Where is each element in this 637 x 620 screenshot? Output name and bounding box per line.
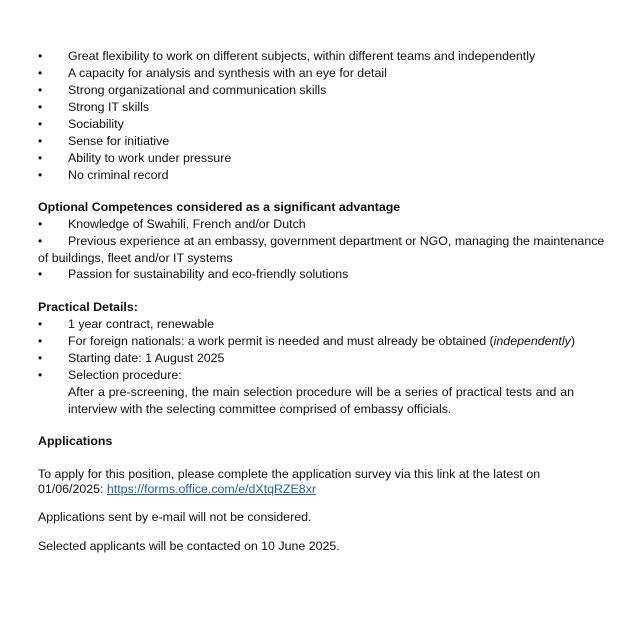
list-item-text: A capacity for analysis and synthesis with an eye for detail <box>68 66 387 80</box>
bullet-icon: • <box>38 267 43 281</box>
bullet-icon: • <box>38 134 43 148</box>
permit-italic: independently <box>493 334 571 348</box>
list-item-text: Ability to work under pressure <box>68 151 232 165</box>
apply-deadline-line <box>38 481 316 498</box>
bullet-icon: • <box>38 234 43 248</box>
applications-heading: Applications <box>38 434 113 448</box>
list-item-text: Passion for sustainability and eco-friendly solutions <box>68 267 349 281</box>
bullet-icon: • <box>38 334 43 348</box>
list-item-text: Knowledge of Swahili, French and/or Dutch <box>68 217 306 231</box>
bullet-icon: • <box>38 66 43 80</box>
bullet-icon: • <box>38 368 43 382</box>
bullet-icon: • <box>38 83 43 97</box>
bullet-icon: • <box>38 100 43 114</box>
apply-date: 01/06/2025: <box>38 482 107 496</box>
list-item-text: Sense for initiative <box>68 134 170 148</box>
list-item-text: 1 year contract, renewable <box>68 317 215 331</box>
list-item-text: No criminal record <box>68 168 169 182</box>
contact-note: Selected applicants will be contacted on 10 June 2025. <box>38 539 340 553</box>
list-item-text: Selection procedure: <box>68 368 182 382</box>
bullet-icon: • <box>38 117 43 131</box>
permit-text: For foreign nationals: a work permit is needed and must already be obtained ( <box>68 334 494 348</box>
practical-details-heading: Practical Details: <box>38 300 138 314</box>
bullet-icon: • <box>38 217 43 231</box>
optional-competences-heading: Optional Competences considered as a significant advantage <box>38 200 401 214</box>
list-item-text <box>68 333 575 350</box>
bullet-icon: • <box>38 49 43 63</box>
bullet-icon: • <box>38 151 43 165</box>
list-item-text: Sociability <box>68 117 124 131</box>
bullet-icon: • <box>38 168 43 182</box>
list-item-text: Great flexibility to work on different subjects, within different teams and independently <box>68 49 536 63</box>
email-note: Applications sent by e-mail will not be considered. <box>38 510 312 524</box>
selection-procedure-detail: After a pre-screening, the main selection procedure will be a series of practical tests and an interview with the selecting committee comprised of embassy officials. <box>68 385 574 416</box>
list-item-text: Previous experience at an embassy, government department or NGO, managing the maintenance <box>68 234 605 248</box>
application-survey-link[interactable]: https://forms.office.com/e/dXtqRZE8xr <box>106 482 317 496</box>
bullet-icon: • <box>38 317 43 331</box>
list-item-continuation: of buildings, fleet and/or IT systems <box>38 251 233 265</box>
list-item-text: Strong organizational and communication skills <box>68 83 327 97</box>
list-item-text: Strong IT skills <box>68 100 150 114</box>
permit-suffix: ) <box>570 334 575 348</box>
apply-instructions: To apply for this position, please complete the application survey via this link at the latest on <box>38 467 541 481</box>
list-item-text: Starting date: 1 August 2025 <box>68 351 225 365</box>
bullet-icon: • <box>38 351 43 365</box>
